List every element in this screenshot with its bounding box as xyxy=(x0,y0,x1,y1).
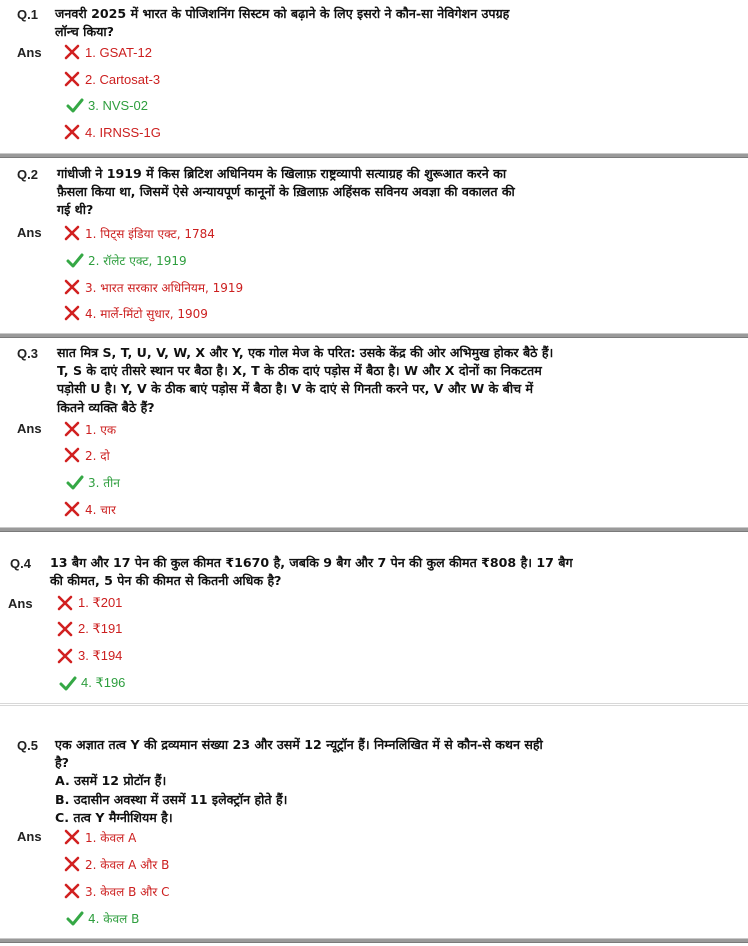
option-2 xyxy=(56,620,122,638)
check-icon xyxy=(66,97,84,113)
cross-icon xyxy=(56,595,74,611)
option-label: 2. Cartosat-3 xyxy=(85,71,161,87)
option-4 xyxy=(63,500,116,518)
answer-label: Ans xyxy=(17,45,42,60)
separator xyxy=(0,153,748,158)
answer-label: Ans xyxy=(8,596,33,611)
separator xyxy=(0,333,748,338)
option-label: 2. रॉलेट एक्ट, 1919 xyxy=(88,253,187,268)
question-line: T, S के दाएं तीसरे स्थान पर बैठा है। X, T के ठीक दाएं पड़ोस में बैठा है। W और X दोनों का निकटतम xyxy=(57,363,542,379)
option-label: 3. केवल B और C xyxy=(85,884,170,899)
option-4 xyxy=(66,909,139,927)
option-2 xyxy=(63,446,110,464)
cross-icon xyxy=(63,124,81,140)
option-2 xyxy=(63,70,160,88)
option-label: 1. केवल A xyxy=(85,830,137,845)
cross-icon xyxy=(63,447,81,463)
cross-icon xyxy=(63,829,81,845)
question-line: कितने व्यक्ति बैठे हैं? xyxy=(57,399,155,415)
option-3 xyxy=(63,278,243,296)
question-line: है? xyxy=(55,755,69,771)
option-label: 3. तीन xyxy=(88,475,120,490)
option-4 xyxy=(63,304,208,322)
option-2 xyxy=(63,855,169,873)
check-icon xyxy=(66,474,84,490)
cross-icon xyxy=(56,621,74,637)
question-line: की कीमत, 5 पेन की कीमत से कितनी अधिक है? xyxy=(50,573,282,589)
cross-icon xyxy=(63,44,81,60)
option-label: 4. ₹196 xyxy=(81,675,126,690)
option-label: 2. दो xyxy=(85,448,110,463)
option-label: 3. NVS-02 xyxy=(88,97,148,113)
option-label: 4. IRNSS-1G xyxy=(85,124,161,140)
option-1 xyxy=(63,420,116,438)
question-line: गई थी? xyxy=(57,202,94,218)
answer-label: Ans xyxy=(17,225,42,240)
question-line: एक अज्ञात तत्व Y की द्रव्यमान संख्या 23 और उसमें 12 न्यूट्रॉन हैं। निम्नलिखित में से कौन-से कथन सही xyxy=(55,737,543,752)
check-icon xyxy=(66,252,84,268)
question-line: पड़ोसी U है। Y, V के ठीक बाएं पड़ोस में बैठा है। V के दाएं से गिनती करने पर, V और W के बीच में xyxy=(57,381,534,397)
option-1 xyxy=(63,43,152,61)
question-number: Q.1 xyxy=(17,7,38,22)
question-line: गांधीजी ने 1919 में किस ब्रिटिश अधिनियम के खिलाफ़ राष्ट्रव्यापी सत्याग्रह की शुरूआत करने का xyxy=(57,166,507,181)
option-3 xyxy=(56,647,122,665)
answer-label: Ans xyxy=(17,829,42,844)
separator xyxy=(0,703,748,706)
question-text xyxy=(57,344,617,417)
option-label: 1. ₹201 xyxy=(78,595,123,610)
question-line: जनवरी 2025 में भारत के पोजिशनिंग सिस्टम को बढ़ाने के लिए इसरो ने कौन-सा नेविगेशन उपग्रह xyxy=(55,6,510,21)
cross-icon xyxy=(63,71,81,87)
answer-label: Ans xyxy=(17,421,42,436)
cross-icon xyxy=(63,501,81,517)
question-line: लॉन्च किया? xyxy=(55,24,114,40)
question-line: A. उसमें 12 प्रोटॉन हैं। xyxy=(55,773,167,789)
option-3 xyxy=(63,882,170,900)
option-4 xyxy=(59,674,125,692)
option-1 xyxy=(63,224,215,242)
question-number: Q.2 xyxy=(17,167,38,182)
separator xyxy=(0,938,748,943)
option-2 xyxy=(66,251,187,269)
check-icon xyxy=(59,675,77,691)
option-label: 2. ₹191 xyxy=(78,621,123,636)
cross-icon xyxy=(63,883,81,899)
option-label: 3. भारत सरकार अधिनियम, 1919 xyxy=(85,280,244,295)
question-text xyxy=(55,736,615,827)
option-label: 1. एक xyxy=(85,422,117,437)
option-label: 2. केवल A और B xyxy=(85,857,170,872)
option-label: 1. पिट्स इंडिया एक्ट, 1784 xyxy=(85,226,215,241)
cross-icon xyxy=(63,279,81,295)
option-1 xyxy=(56,594,122,612)
check-icon xyxy=(66,910,84,926)
question-line: फ़ैसला किया था, जिसमें ऐसे अन्यायपूर्ण कानूनों के ख़िलाफ़ अहिंसक सविनय अवज्ञा की वकालत की xyxy=(57,184,515,200)
option-label: 4. मार्ले-मिंटो सुधार, 1909 xyxy=(85,306,208,321)
separator xyxy=(0,527,748,532)
option-1 xyxy=(63,828,136,846)
option-label: 4. चार xyxy=(85,502,116,517)
question-line: 13 बैग और 17 पेन की कुल कीमत ₹1670 है, जबकि 9 बैग और 7 पेन की कुल कीमत ₹808 है। 17 बैग xyxy=(50,555,573,570)
question-line: C. तत्व Y मैग्नीशियम है। xyxy=(55,809,173,825)
question-text xyxy=(50,554,610,590)
cross-icon xyxy=(63,225,81,241)
cross-icon xyxy=(63,856,81,872)
question-number: Q.4 xyxy=(10,556,31,571)
question-text xyxy=(55,5,595,41)
option-3 xyxy=(66,96,148,114)
cross-icon xyxy=(63,421,81,437)
cross-icon xyxy=(63,305,81,321)
option-label: 4. केवल B xyxy=(88,911,140,926)
option-label: 1. GSAT-12 xyxy=(85,44,152,60)
question-line: B. उदासीन अवस्था में उसमें 11 इलेक्ट्रॉन होते हैं। xyxy=(55,791,288,807)
question-number: Q.3 xyxy=(17,346,38,361)
option-3 xyxy=(66,473,120,491)
option-label: 3. ₹194 xyxy=(78,648,123,663)
question-line: सात मित्र S, T, U, V, W, X और Y, एक गोल मेज के परित: उसके केंद्र की ओर अभिमुख होकर बैठे हैं। xyxy=(57,345,554,360)
option-4 xyxy=(63,123,161,141)
question-number: Q.5 xyxy=(17,738,38,753)
cross-icon xyxy=(56,648,74,664)
question-text xyxy=(57,165,597,220)
